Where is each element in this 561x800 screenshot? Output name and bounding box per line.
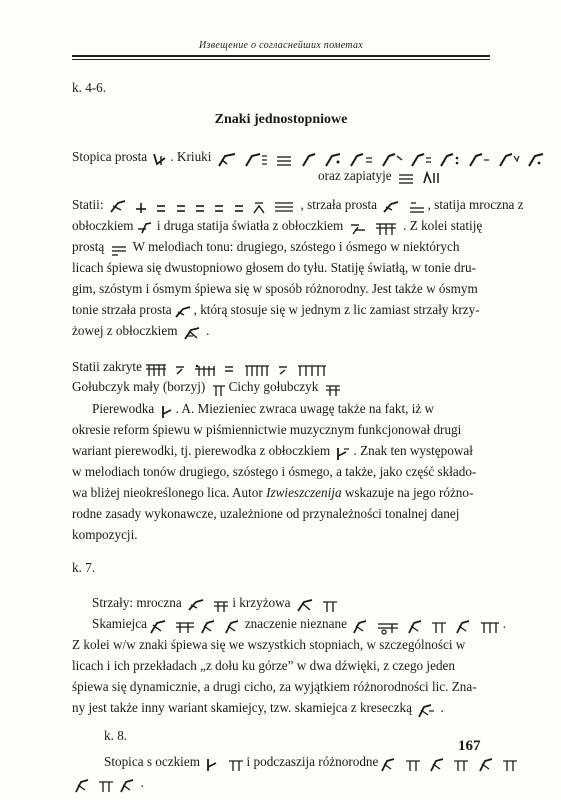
- section-label-k46: k. 4-6.: [72, 80, 107, 95]
- neume-glyph: [213, 200, 225, 212]
- neume-glyph: [110, 242, 128, 254]
- text-inny-wariant: ny jest także inny wariant skamiejcy, tzw. skamiejca z kreseczką: [72, 700, 412, 715]
- text-line: Z kolei w/w znaki śpiewa się we wszystkich stopniach, w szczególności w: [72, 637, 466, 652]
- neume-glyph: [273, 200, 295, 212]
- text-skamiejca: Skamiejca: [92, 616, 147, 631]
- text-prosta: prostą: [72, 239, 105, 254]
- neume-glyph: [296, 598, 314, 610]
- neume-glyph: [134, 200, 148, 212]
- neume-glyph: [321, 598, 339, 610]
- neume-glyph: [335, 446, 351, 458]
- text-line: [72, 482, 473, 503]
- neume-glyph: [349, 152, 373, 164]
- neume-glyph: [187, 598, 205, 610]
- neume-glyph: [430, 619, 448, 631]
- neume-glyph: [381, 152, 403, 164]
- text-period: .: [440, 700, 444, 715]
- neume-glyph: [175, 200, 187, 212]
- neume-glyph: [160, 404, 174, 416]
- text-period: .: [502, 616, 507, 631]
- text-kriuki: . Kriuki: [170, 149, 212, 164]
- neume-glyph: [478, 757, 494, 769]
- section-label-k7: k. 7.: [72, 560, 96, 575]
- neume-glyph: [408, 200, 426, 212]
- neume-glyph: [468, 152, 490, 164]
- neume-glyph: [349, 221, 367, 233]
- neume-glyph: [277, 362, 289, 374]
- text-line: [318, 165, 444, 186]
- neume-glyph: [149, 619, 167, 631]
- neume-glyph: [376, 619, 400, 631]
- neume-glyph: [417, 703, 435, 715]
- running-head: Извещение о согласнейших пометах: [199, 40, 363, 51]
- text-line: licach śpiewa się dwustopniowo głosem do tyłu. Statiję światłą, w tonie dru-: [72, 260, 476, 275]
- neume-glyph: [217, 152, 237, 164]
- neume-glyph: [422, 171, 442, 183]
- neume-glyph: [380, 757, 396, 769]
- neume-glyph: [501, 757, 519, 769]
- text-line: [72, 440, 473, 461]
- section-heading: Znaki jednostopniowe: [214, 112, 348, 127]
- text-line: [72, 194, 524, 215]
- text-line: okresie reform śpiewu w piśmiennictwie muzycznym funkcjonował drugi: [72, 422, 462, 437]
- text-statija-mroczna: , statija mroczna z: [427, 197, 524, 212]
- neume-glyph: [194, 200, 206, 212]
- text-wskazuje: wskazuje na jego różno-: [344, 485, 474, 500]
- text-line: gim, szóstym i ósmym śpiewa się w sposób różnorodny. Jest także w ósmym: [72, 281, 478, 296]
- text-line: [92, 613, 506, 634]
- neume-glyph: [374, 221, 398, 233]
- text-line: [72, 772, 144, 793]
- text-pierewodka: Pierewodka: [92, 401, 155, 416]
- neume-glyph: [429, 757, 445, 769]
- text-line: kompozycji.: [72, 527, 138, 542]
- neume-glyph: [223, 362, 235, 374]
- neume-glyph: [324, 382, 342, 394]
- neume-glyph: [74, 778, 90, 790]
- text-znak-ten: . Znak ten występował: [353, 443, 473, 458]
- text-podczaszija: i podczaszija różnorodne: [246, 754, 379, 769]
- text-cichy-golubczyk: Cichy gołubczyk: [228, 379, 319, 394]
- text-line: [72, 236, 459, 257]
- text-line: [92, 398, 434, 419]
- neume-glyph: [174, 362, 186, 374]
- neume-glyph: [183, 326, 201, 338]
- neume-glyph: [224, 619, 240, 631]
- neume-glyph: [243, 362, 273, 374]
- text-line: [72, 320, 209, 341]
- neume-glyph: [227, 757, 245, 769]
- neume-glyph: [382, 200, 400, 212]
- neume-glyph: [455, 619, 471, 631]
- text-zowej: żowej z obłoczkiem: [72, 323, 178, 338]
- text-i-krzyzowa: i krzyżowa: [232, 595, 291, 610]
- text-line: [92, 592, 341, 613]
- text-stopica: Stopica prosta: [72, 149, 148, 164]
- neume-glyph: [155, 200, 167, 212]
- neume-glyph: [407, 619, 423, 631]
- neume-glyph: [324, 152, 342, 164]
- text-miezieniec: . A. Miezieniec zwraca uwagę także na fakt, iż w: [175, 401, 435, 416]
- neume-glyph: [527, 152, 545, 164]
- neume-glyph: [352, 619, 368, 631]
- neume-glyph: [498, 152, 520, 164]
- neume-glyph: [301, 152, 317, 164]
- neume-glyph: [136, 221, 152, 233]
- header-rule-thin: [72, 59, 490, 60]
- text-tonie-strzala: tonie strzała prosta: [72, 302, 172, 317]
- text-period: .: [206, 323, 210, 338]
- text-statija-swiatla: i druga statija światła z obłoczkiem: [156, 218, 344, 233]
- page-number: 167: [458, 738, 481, 754]
- header-rule-thick: [72, 55, 490, 57]
- text-line: [72, 146, 547, 167]
- neume-glyph: [109, 200, 127, 212]
- neume-glyph: [404, 757, 422, 769]
- neume-glyph: [452, 757, 470, 769]
- text-izwieszczenija: Izwieszczenija: [266, 485, 342, 500]
- text-zapiatyje: oraz zapiatyje: [318, 168, 392, 183]
- text-line: [72, 356, 330, 377]
- section-label-k8: k. 8.: [104, 728, 128, 743]
- text-line: rodne zasady wykonawcze, uzależnione od przynależności tonalnej danej: [72, 506, 460, 521]
- neume-glyph: [252, 200, 266, 212]
- text-statii-label: Statii:: [72, 197, 104, 212]
- text-z-kolei: . Z kolei statiję: [403, 218, 483, 233]
- neume-glyph: [174, 305, 192, 317]
- neume-glyph: [211, 382, 227, 394]
- neume-glyph: [119, 778, 135, 790]
- neume-glyph: [439, 152, 461, 164]
- text-line: śpiewa się dynamicznie, a drugi cicho, za wyjątkiem różnorodności lic. Zna-: [72, 679, 477, 694]
- neume-glyph: [410, 152, 432, 164]
- neume-glyph: [200, 619, 216, 631]
- text-w-melodiach: W melodiach tonu: drugiego, szóstego i ósmego w niektórych: [132, 239, 460, 254]
- text-golubczyk-maly: Gołubczyk mały (borzyj): [72, 379, 206, 394]
- neume-glyph: [152, 152, 168, 164]
- neume-glyph: [144, 362, 170, 374]
- text-statii-zakryte: Statii zakryte: [72, 359, 142, 374]
- neume-glyph: [244, 152, 268, 164]
- neume-glyph: [193, 362, 219, 374]
- text-line: licach i ich przekładach „z dołu ku górze” w dwa dźwięki, z czego jeden: [72, 658, 455, 673]
- text-wariant: wariant pierewodki, tj. pierewodka z obłoczkiem: [72, 443, 331, 458]
- text-line: [72, 697, 444, 718]
- neume-glyph: [212, 598, 230, 610]
- neume-glyph: [97, 778, 115, 790]
- neume-glyph: [479, 619, 501, 631]
- text-line: [72, 299, 480, 320]
- text-line: [72, 215, 482, 236]
- text-strzaly-mroczna: Strzały: mroczna: [92, 595, 182, 610]
- neume-glyph: [205, 757, 219, 769]
- neume-glyph: [233, 200, 245, 212]
- text-znaczenie: znaczenie nieznane: [244, 616, 347, 631]
- neume-glyph: [397, 171, 415, 183]
- text-stopica-s-oczkiem: Stopica s oczkiem: [104, 754, 200, 769]
- text-line: [72, 376, 344, 397]
- neume-glyph: [296, 362, 328, 374]
- text-line: w melodiach tonów drugiego, szóstego i ósmego, a także, jako część składo-: [72, 464, 477, 479]
- text-strzala-prosta: , strzała prosta: [300, 197, 378, 212]
- neume-glyph: [275, 152, 293, 164]
- neume-glyph: [174, 619, 196, 631]
- text-obloczkiem: obłoczkiem: [72, 218, 134, 233]
- text-ktora: , którą stosuje się w jednym z lic zamiast strzały krzy-: [193, 302, 480, 317]
- text-period: .: [140, 775, 144, 790]
- text-wa-blizej: wa bliżej nieokreślonego lica. Autor: [72, 485, 263, 500]
